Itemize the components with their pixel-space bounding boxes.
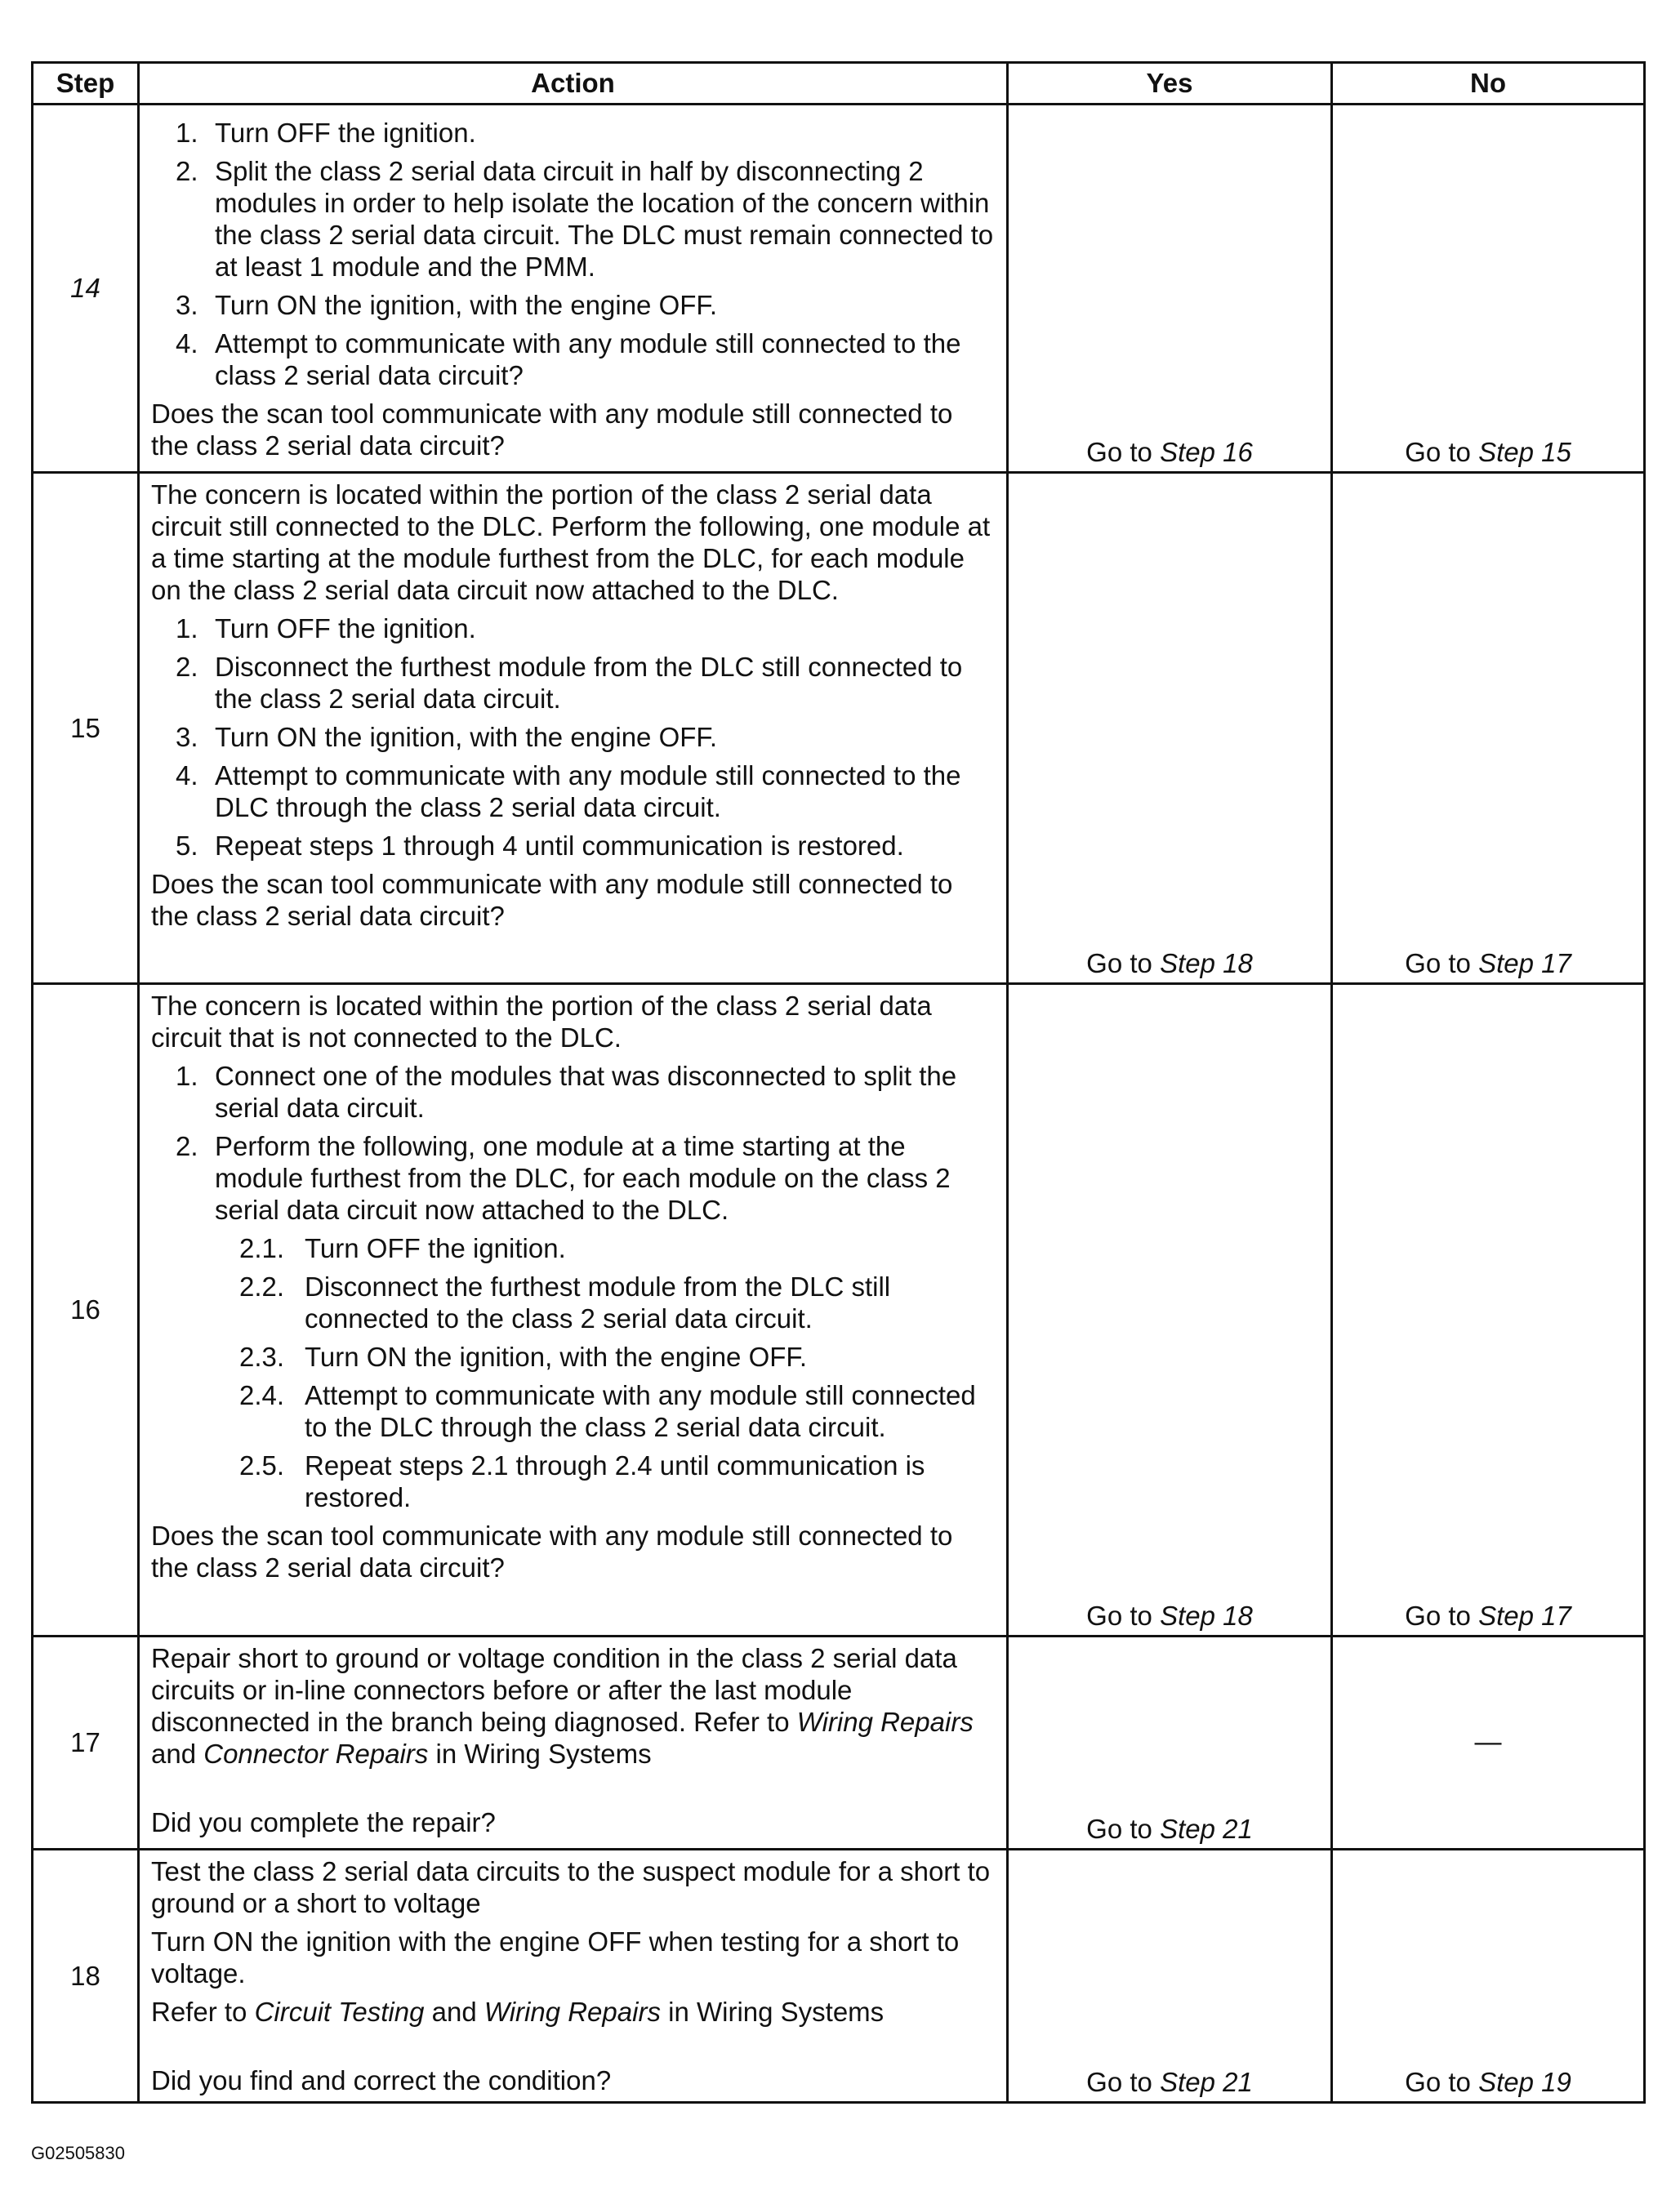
no-cell: Go to Step 17 [1332, 473, 1645, 984]
step-link[interactable]: Step 15 [1478, 437, 1571, 467]
intro-text: The concern is located within the portion of the class 2 serial data circuit that is not connected to the DLC. [151, 991, 932, 1053]
no-cell: — [1332, 1637, 1645, 1850]
step-number: 15 [33, 473, 139, 984]
header-yes: Yes [1008, 63, 1332, 105]
action-cell [139, 105, 1008, 473]
yes-cell: Go to Step 18 [1008, 984, 1332, 1637]
yes-cell: Go to Step 18 [1008, 473, 1332, 984]
list-item: 3. Turn ON the ignition, with the engine OFF. [176, 722, 718, 752]
paragraph: Refer to Circuit Testing and Wiring Repairs in Wiring Systems [151, 1997, 885, 2027]
reference-link[interactable]: Connector Repairs [203, 1739, 429, 1769]
list-item: 2. Split the class 2 serial data circuit in half by disconnecting 2 modules in order to help isolate the location of the concern within the class 2 serial data circuit. The DLC must remain connected to at least 1 module and the PMM. [176, 156, 994, 282]
step-link[interactable]: Step 19 [1478, 2067, 1571, 2097]
action-cell [139, 473, 1008, 984]
yes-cell: Go to Step 16 [1008, 105, 1332, 473]
step-number: 17 [33, 1637, 139, 1850]
list-item: 1. Turn OFF the ignition. [176, 118, 476, 148]
question-text: Does the scan tool communicate with any module still connected to the class 2 serial data circuit? [151, 1521, 953, 1583]
intro-text: Repair short to ground or voltage condition in the class 2 serial data circuits or in-line connectors before or after the last module disconnected in the branch being diagnosed. Refer to Wiring Repairs and Connector Repairs in Wiring Systems [151, 1643, 974, 1769]
paragraph: Test the class 2 serial data circuits to the suspect module for a short to ground or a short to voltage [151, 1856, 991, 1918]
header-no: No [1332, 63, 1645, 105]
step-link[interactable]: Step 18 [1160, 948, 1253, 978]
intro-text: The concern is located within the portion of the class 2 serial data circuit still connected to the DLC. Perform the following, one module at a time starting at the module furthest from the DLC, for each module on the class 2 serial data circuit now attached to the DLC. [151, 479, 991, 605]
step-link[interactable]: Step 21 [1160, 2067, 1253, 2097]
list-item: 1. Connect one of the modules that was disconnected to split the serial data circuit. [176, 1061, 957, 1123]
header-step: Step [33, 63, 139, 105]
reference-link[interactable]: Circuit Testing [254, 1997, 425, 2027]
step-link[interactable]: Step 17 [1478, 1601, 1571, 1631]
list-item: 2. Perform the following, one module at a time starting at the module furthest from the DLC, for each module on the class 2 serial data circuit now attached to the DLC. [176, 1131, 951, 1225]
sub-list-item: 2.2. Disconnect the furthest module from the DLC still connected to the class 2 serial data circuit. [239, 1271, 891, 1334]
figure-id: G02505830 [31, 2143, 125, 2163]
sub-list-item: 2.4. Attempt to communicate with any module still connected to the DLC through the class 2 serial data circuit. [239, 1380, 976, 1442]
yes-cell: Go to Step 21 [1008, 1637, 1332, 1850]
yes-cell: Go to Step 21 [1008, 1850, 1332, 2103]
list-item: 3. Turn ON the ignition, with the engine OFF. [176, 290, 718, 320]
sub-list-item: 2.1. Turn OFF the ignition. [239, 1233, 566, 1263]
question-text: Did you find and correct the condition? [151, 2065, 612, 2095]
list-item: 1. Turn OFF the ignition. [176, 613, 476, 644]
table-row-step-17 [33, 1637, 1645, 1850]
step-number: 14 [33, 105, 139, 473]
diagnostic-table [31, 61, 1646, 2104]
question-text: Does the scan tool communicate with any module still connected to the class 2 serial data circuit? [151, 399, 953, 461]
step-link[interactable]: Step 17 [1478, 948, 1571, 978]
step-link[interactable]: Step 18 [1160, 1601, 1253, 1631]
action-cell [139, 1637, 1008, 1850]
sub-list-item: 2.5. Repeat steps 2.1 through 2.4 until communication is restored. [239, 1450, 925, 1512]
table-row-step-18 [33, 1850, 1645, 2103]
reference-link[interactable]: Wiring Repairs [484, 1997, 661, 2027]
step-link[interactable]: Step 21 [1160, 1814, 1253, 1844]
no-cell: Go to Step 15 [1332, 105, 1645, 473]
list-item: 5. Repeat steps 1 through 4 until communication is restored. [176, 831, 904, 861]
header-row [33, 63, 1645, 105]
no-cell: Go to Step 19 [1332, 1850, 1645, 2103]
step-number: 18 [33, 1850, 139, 2103]
table-row-step-14 [33, 105, 1645, 473]
step-link[interactable]: Step 16 [1160, 437, 1253, 467]
action-cell [139, 1850, 1008, 2103]
question-text: Does the scan tool communicate with any module still connected to the class 2 serial data circuit? [151, 869, 953, 931]
paragraph: Turn ON the ignition with the engine OFF when testing for a short to voltage. [151, 1926, 960, 1988]
list-item: 2. Disconnect the furthest module from the DLC still connected to the class 2 serial data circuit. [176, 652, 963, 714]
no-cell: Go to Step 17 [1332, 984, 1645, 1637]
reference-link[interactable]: Wiring Repairs [796, 1707, 974, 1737]
list-item: 4. Attempt to communicate with any module still connected to the DLC through the class 2 serial data circuit. [176, 760, 961, 822]
table-row-step-15 [33, 473, 1645, 984]
list-item: 4. Attempt to communicate with any module still connected to the class 2 serial data circuit? [176, 328, 961, 390]
step-number: 16 [33, 984, 139, 1637]
table-row-step-16 [33, 984, 1645, 1637]
action-cell [139, 984, 1008, 1637]
header-action: Action [139, 63, 1008, 105]
sub-list-item: 2.3. Turn ON the ignition, with the engine OFF. [239, 1342, 808, 1372]
question-text: Did you complete the repair? [151, 1807, 496, 1837]
